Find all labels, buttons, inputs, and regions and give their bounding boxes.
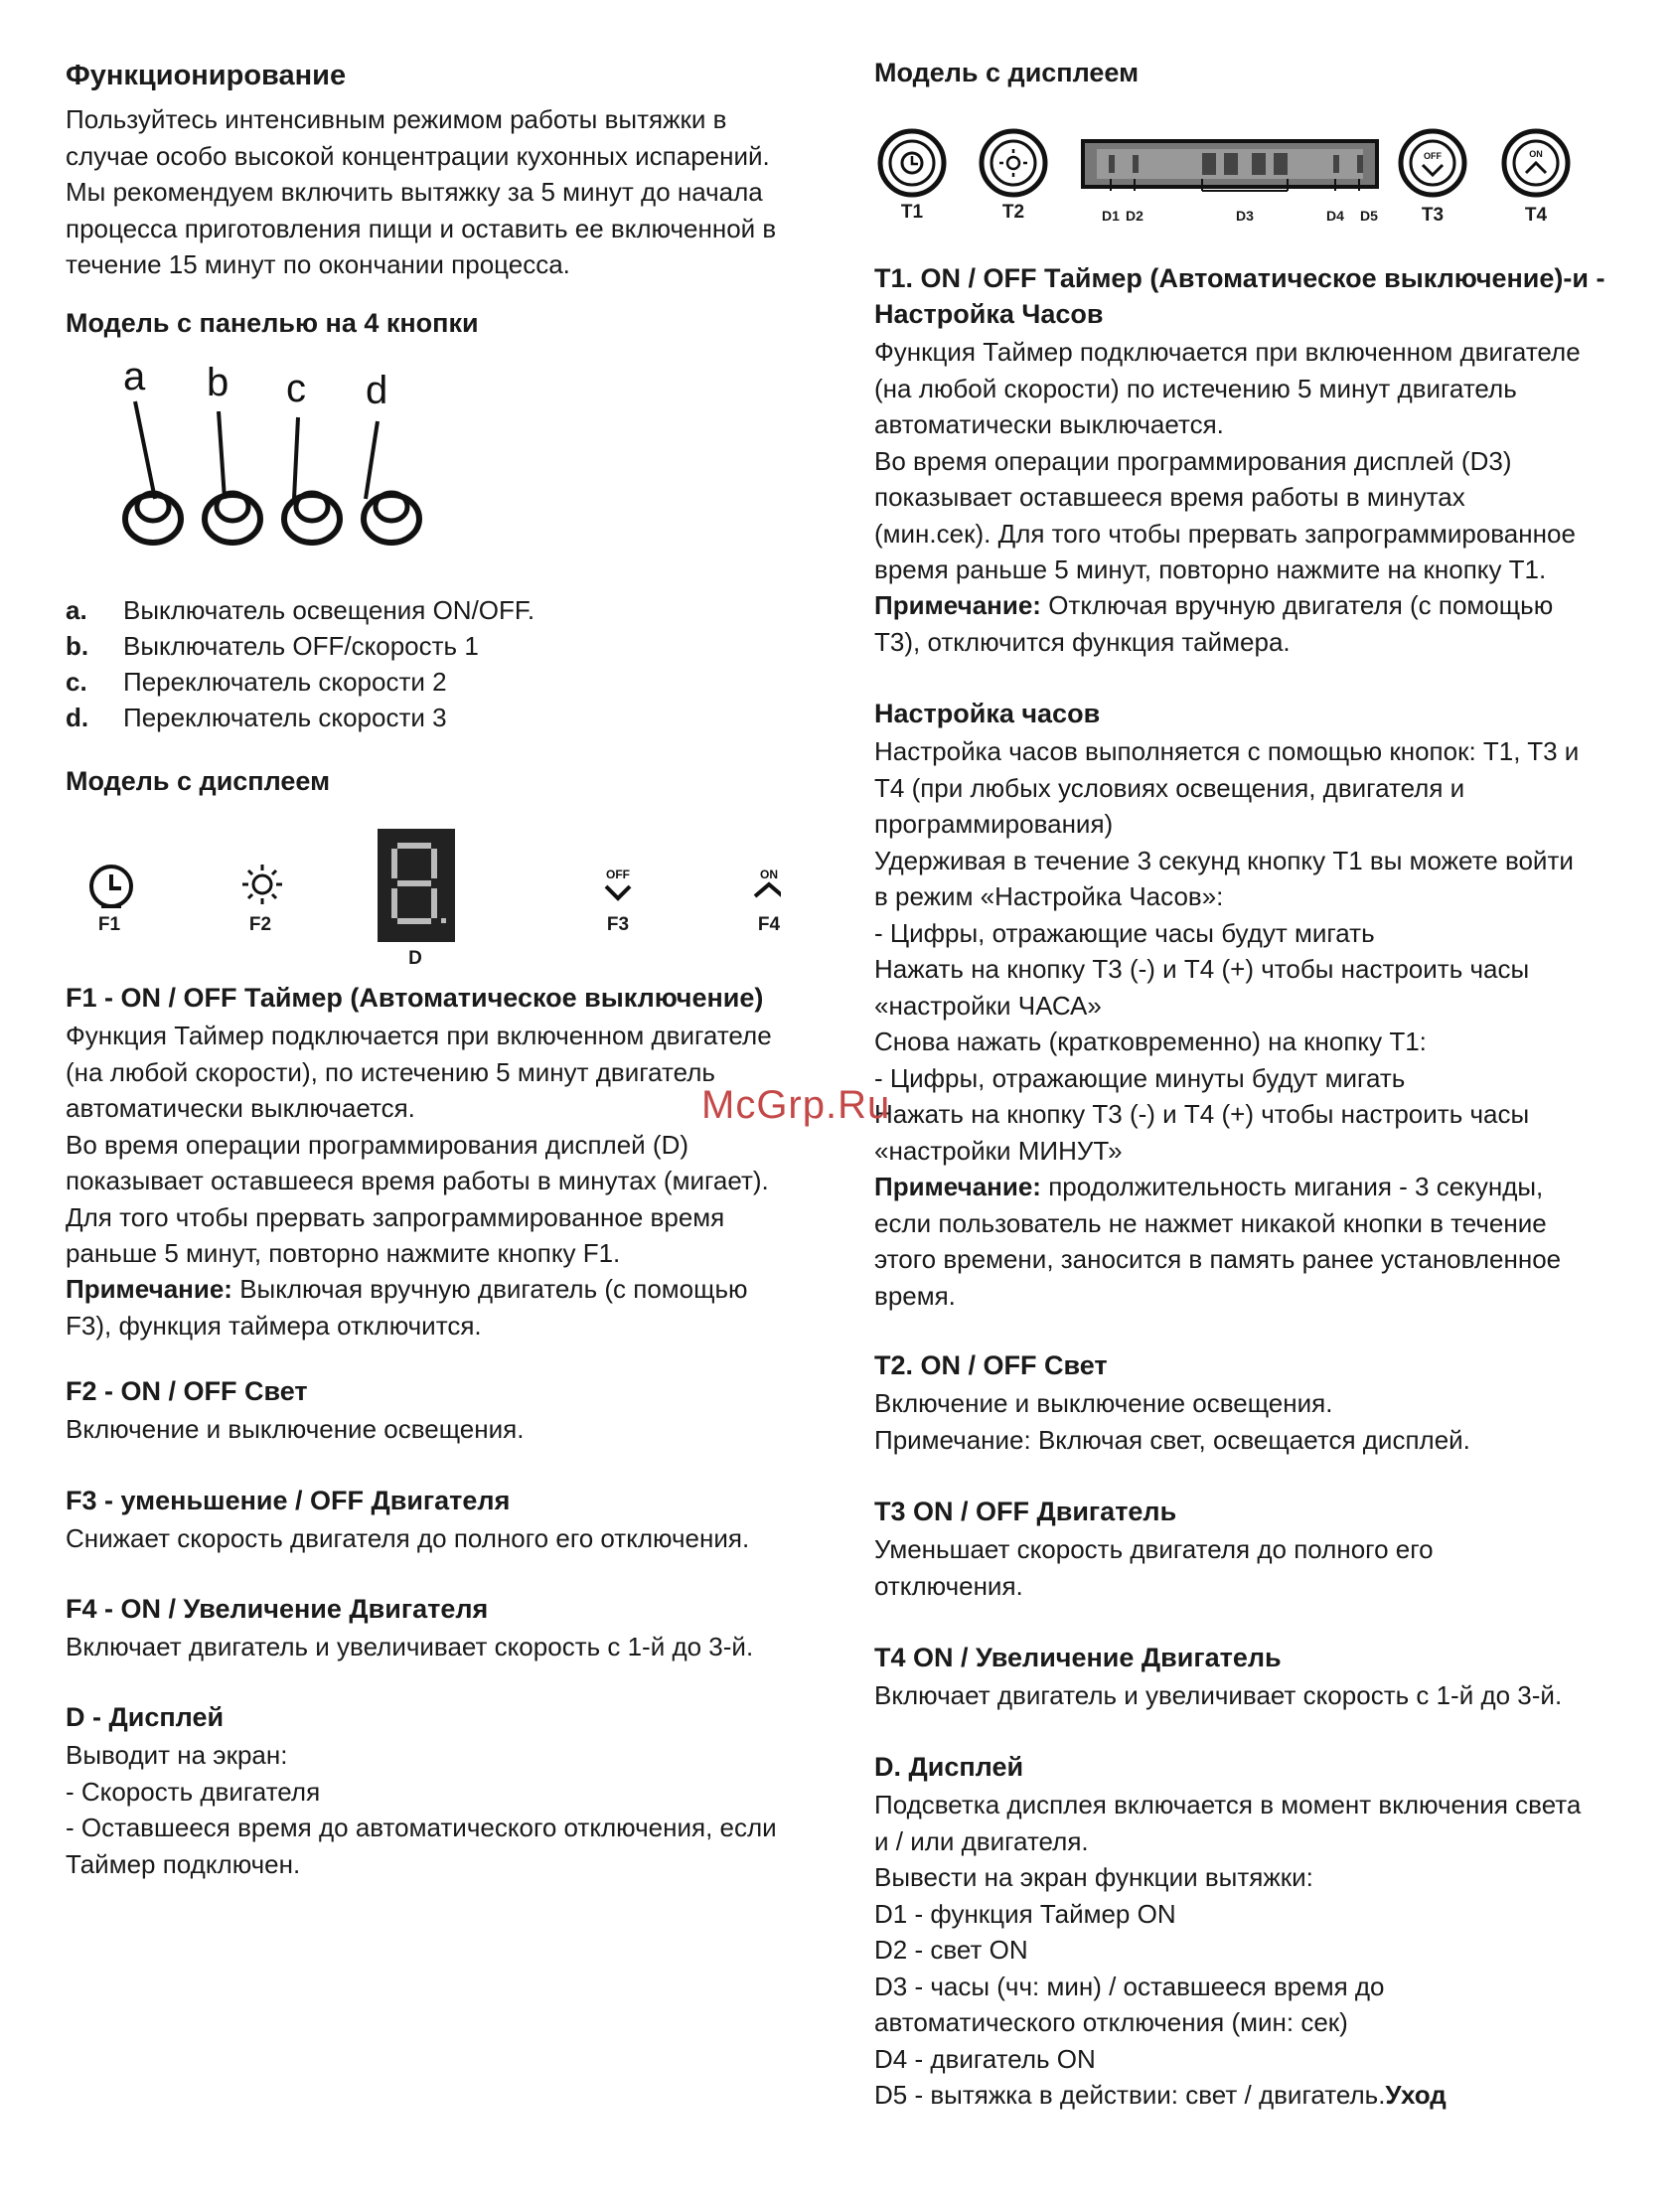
clock-note: [874, 1169, 1561, 1314]
t2-text: Включение и выключение освещения. Примечание: Включая свет, освещается дисплей.: [874, 1388, 1470, 1455]
button-label-d: d: [366, 369, 388, 412]
t1-note-text: Отключая вручную двигателя (с помощью T3), отключится функция таймера.: [874, 590, 1554, 657]
clock-note-label: Примечание:: [874, 1172, 1041, 1201]
t3-off-label: OFF: [1424, 151, 1442, 161]
list-item-d: d. Переключатель скорости 3: [66, 703, 447, 732]
f1-note-label: Примечание:: [66, 1274, 232, 1304]
d5-text: D5 - вытяжка в действии: свет / двигатель.: [874, 2080, 1386, 2110]
t3-title: T3 ON / OFF Двигатель: [874, 1497, 1177, 1526]
button-a-icon: [125, 493, 181, 543]
list-item-b: b. Выключатель OFF/скорость 1: [66, 631, 479, 661]
f3-title: F3 - уменьшение / OFF Двигателя: [66, 1486, 511, 1515]
display-panel: [66, 823, 781, 952]
watermark: McGrp.Ru: [701, 1083, 891, 1127]
label-t4: T4: [1524, 205, 1548, 226]
t2-light-icon: [982, 131, 1045, 195]
f1-note: [66, 1271, 748, 1343]
t3-off-icon: [1401, 131, 1464, 195]
t4-on-label: ON: [1529, 149, 1543, 159]
label-t1: T1: [900, 202, 924, 223]
seven-segment-display: [378, 829, 455, 942]
right-d-title: D. Дисплей: [874, 1752, 1024, 1782]
right-d-text: Подсветка дисплея включается в момент включения света и / или двигателя. Вывести на экран функции вытяжки: D1 - функция Таймер ON D2 - свет ON D3 - часы (чч: мин) / оставшееся время до автоматического отключения (мин: сек) D4 - двигатель ON: [874, 1790, 1582, 2074]
on-up-icon: [755, 868, 781, 896]
care-heading: Уход: [1385, 2080, 1447, 2110]
label-d: D: [408, 948, 422, 969]
button-d-icon: [364, 493, 419, 543]
f1-title: F1 - ON / OFF Таймер (Автоматическое выключение): [66, 983, 764, 1013]
button-label-c: c: [286, 367, 306, 410]
f1-note-text: Выключая вручную двигатель (с помощью F3), функция таймера отключится.: [66, 1274, 748, 1341]
label-d3: D3: [1236, 208, 1254, 224]
off-icon-label: OFF: [606, 868, 630, 881]
f1-text: Функция Таймер подключается при включенном двигателе (на любой скорости), по истечению 5 минут двигатель автоматически выключается. Во время операции программирования дисплей (D) показывает оставшееся время работы в минутах (мигает). Для того чтобы прервать запрограммированное время раньше 5 минут, повторно нажмите кнопку F1.: [66, 1021, 772, 1268]
clock-note-text: продолжительность мигания - 3 секунды, если пользователь не нажмет никакой кнопки в течение этого времени, заносится в память ранее установленное время.: [874, 1172, 1562, 1311]
list-item-c: c. Переключатель скорости 2: [66, 667, 447, 697]
d-text: Выводит на экран: - Скорость двигателя - Оставшееся время до автоматического отключения, если Таймер подключен.: [66, 1740, 777, 1879]
clock-title: Настройка часов: [874, 699, 1101, 728]
list-item-a: a. Выключатель освещения ON/OFF.: [66, 595, 535, 625]
t4-text: Включает двигатель и увеличивает скорость с 1-й до 3-й.: [874, 1680, 1563, 1710]
off-down-icon: [606, 868, 630, 898]
func-title: Функционирование: [66, 60, 347, 91]
button-label-b: b: [207, 361, 229, 404]
four-button-panel: [95, 350, 513, 558]
t1-note: [874, 587, 1553, 660]
f2-title: F2 - ON / OFF Свет: [66, 1376, 308, 1406]
clock-text: Настройка часов выполняется с помощью кнопок: T1, T3 и T4 (при любых условиях освещения, двигателя и программирования) Удерживая в течение 3 секунд кнопку T1 вы можете войти в режим «Настройка Часов»: - Цифры, отражающие часы будут мигать Нажать на кнопку T3 (-) и T4 (+) чтобы настроить часы «настройки ЧАСА» Снова нажать (кратковременно) на кнопку T1: - Цифры, отражающие минуты будут мигать Нажать на кнопку T3 (-) и T4 (+) чтобы настроить часы «настройки МИНУТ»: [874, 736, 1580, 1166]
lcd-display: [1083, 141, 1377, 191]
d-title: D - Дисплей: [66, 1702, 225, 1732]
f2-text: Включение и выключение освещения.: [66, 1414, 525, 1444]
t1-clock-icon: [880, 131, 944, 195]
label-f3: F3: [606, 914, 630, 935]
clock-icon: [91, 867, 131, 906]
t4-on-icon: [1504, 131, 1568, 195]
label-d4: D4: [1326, 208, 1344, 224]
label-f2: F2: [248, 914, 272, 935]
t1-text: Функция Таймер подключается при включенном двигателе (на любой скорости) по истечению 5 минут двигатель автоматически выключается. Во время операции программирования дисплей (D3) показывает оставшееся время работы в минутах (мин.сек). Для того чтобы прервать запрограммированное время раньше 5 минут, повторно нажмите на кнопку T1.: [874, 337, 1581, 584]
f4-text: Включает двигатель и увеличивает скорость с 1-й до 3-й.: [66, 1632, 754, 1661]
on-icon-label: ON: [760, 868, 778, 881]
display-model-title: Модель с дисплеем: [66, 766, 331, 796]
t1-title-line2: Настройка Часов: [874, 299, 1104, 329]
light-icon: [242, 865, 282, 904]
t1-title-line1: T1. ON / OFF Таймер (Автоматическое выключение)-и -: [874, 263, 1605, 293]
panel4-title: Модель с панелью на 4 кнопки: [66, 308, 479, 338]
label-d2: D2: [1126, 208, 1143, 224]
f4-title: F4 - ON / Увеличение Двигателя: [66, 1594, 489, 1624]
label-f1: F1: [97, 914, 121, 935]
label-d1: D1: [1102, 208, 1120, 224]
button-c-icon: [284, 493, 340, 543]
d5-line: [874, 2077, 1447, 2114]
right-display-title: Модель с дисплеем: [874, 58, 1140, 87]
t4-title: T4 ON / Увеличение Двигатель: [874, 1643, 1282, 1672]
label-t2: T2: [1001, 202, 1025, 223]
button-label-a: a: [123, 355, 146, 398]
label-d5: D5: [1360, 208, 1378, 224]
label-t3: T3: [1421, 205, 1445, 226]
label-f4: F4: [757, 914, 781, 935]
f3-text: Снижает скорость двигателя до полного его отключения.: [66, 1523, 750, 1553]
t1-note-label: Примечание:: [874, 590, 1041, 620]
button-b-icon: [205, 493, 260, 543]
func-text: Пользуйтесь интенсивным режимом работы вытяжки в случае особо высокой концентрации кухонных испарений. Мы рекомендуем включить вытяжку за 5 минут до начала процесса приготовления пищи и оставить ее включенной в течение 15 минут по окончании процесса.: [66, 104, 777, 279]
t3-text: Уменьшает скорость двигателя до полного его отключения.: [874, 1534, 1434, 1601]
t2-title: T2. ON / OFF Свет: [874, 1350, 1108, 1380]
